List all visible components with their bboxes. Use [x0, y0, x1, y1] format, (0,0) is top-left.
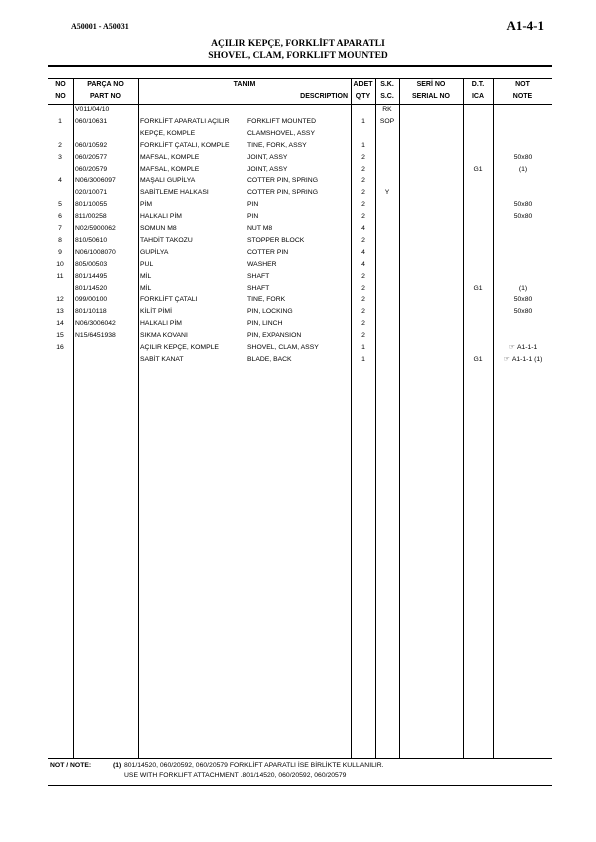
cell-text: JOINT, ASSY	[247, 165, 288, 173]
cell-text: RK	[382, 106, 392, 113]
cell-text: 099/00100	[75, 296, 108, 304]
column-divider	[138, 79, 139, 758]
cell-text: 1	[361, 117, 365, 125]
cell-text: G1	[473, 284, 483, 292]
cell-text: PİM	[140, 201, 153, 209]
cell-note	[494, 213, 552, 221]
cell-text: MAFSAL, KOMPLE	[140, 165, 200, 173]
cell-part	[75, 177, 116, 185]
cell-text: TAHDİT TAKOZU	[140, 236, 193, 244]
cell-text: 12	[56, 296, 64, 304]
cell-text: G1	[473, 165, 483, 173]
cell-text: 4	[361, 225, 365, 232]
cell-text: SOP	[379, 117, 395, 125]
cell-text: 50x80	[513, 296, 533, 304]
cell-qty	[352, 344, 374, 352]
cell-tr	[140, 225, 177, 233]
cell-text: TINE, FORK	[247, 296, 286, 304]
cell-text: 11	[56, 272, 64, 280]
cell-text: FORKLİFT APARATLI AÇILIR	[140, 117, 230, 125]
parts-table	[48, 78, 552, 759]
column-divider	[399, 79, 400, 758]
cell-text: STOPPER BLOCK	[247, 236, 305, 244]
cell-text: 1	[58, 117, 62, 125]
cell-no	[48, 320, 72, 328]
header-divider	[48, 104, 552, 105]
cell-text: PIN	[247, 213, 259, 221]
cell-text: N02/5900062	[75, 225, 116, 232]
cell-en	[247, 225, 272, 233]
cell-note	[494, 308, 552, 316]
cell-tr	[140, 177, 195, 185]
cell-part	[75, 106, 109, 114]
cell-en	[247, 344, 319, 352]
cell-text: 10	[56, 260, 64, 268]
cell-text: 4	[361, 248, 365, 256]
cell-text: 801/14495	[75, 272, 108, 280]
cell-text: A1-1-1	[516, 344, 538, 351]
cell-part	[75, 249, 116, 257]
cell-part	[75, 285, 107, 293]
cell-text: 2	[361, 332, 365, 340]
col-header-part: PARÇA NO	[87, 81, 124, 88]
cell-text: 2	[361, 177, 365, 185]
cell-text: PIN, LINCH	[247, 320, 283, 328]
cell-no	[48, 249, 72, 257]
cell-qty	[352, 320, 374, 328]
note-label: NOT / NOTE:	[50, 762, 92, 769]
cell-part	[75, 273, 107, 281]
cell-en	[247, 118, 316, 126]
cell-text: COTTER PIN, SPRING	[247, 189, 318, 197]
cell-tr	[140, 261, 153, 269]
cell-text: 2	[361, 153, 365, 161]
cell-tr	[140, 308, 172, 316]
cell-tr	[140, 154, 199, 162]
cell-text: 15	[56, 332, 64, 340]
cell-qty	[352, 166, 374, 174]
cell-text: PIN	[247, 201, 259, 209]
cell-text: 060/20579	[75, 165, 108, 173]
cell-text: 2	[361, 320, 365, 328]
cell-en	[247, 296, 285, 304]
cell-text: 2	[361, 165, 365, 173]
cell-qty	[352, 118, 374, 126]
cell-part	[75, 332, 116, 340]
cell-part	[75, 308, 107, 316]
cell-ica	[464, 166, 492, 174]
cell-en	[247, 201, 258, 209]
cell-qty	[352, 225, 374, 233]
note-text-tr: 801/14520, 060/20592, 060/20579 FORKLİFT APARATLI İSE BİRLİKTE KULLANILIR.	[124, 762, 384, 769]
cell-no	[48, 201, 72, 209]
cell-text: N06/1008070	[75, 248, 116, 256]
cell-text: SHAFT	[247, 284, 270, 292]
page-title-en: SHOVEL, CLAM, FORKLIFT MOUNTED	[208, 51, 388, 61]
cell-tr	[140, 189, 209, 197]
cell-text: HALKALI PİM	[140, 213, 182, 221]
column-divider	[375, 79, 376, 758]
cell-text: COTTER PIN, SPRING	[247, 177, 318, 185]
cell-tr	[140, 213, 182, 221]
cell-tr	[140, 166, 199, 174]
cell-en	[247, 189, 318, 197]
cell-en	[247, 154, 287, 162]
cell-text: NUT M8	[247, 225, 273, 232]
cell-text: 50x80	[513, 201, 533, 209]
cell-text: PUL	[140, 260, 154, 268]
cell-part	[75, 154, 107, 162]
cell-sc	[376, 189, 398, 197]
cell-text: 13	[56, 308, 64, 316]
cell-text: 2	[58, 141, 62, 149]
cell-tr	[140, 320, 182, 328]
cell-text: 801/10118	[75, 308, 107, 316]
cell-tr	[140, 130, 195, 138]
col-header-note: NOT	[515, 81, 530, 88]
cell-part	[75, 225, 116, 233]
cell-no	[48, 118, 72, 126]
cell-en	[247, 166, 287, 174]
cell-tr	[140, 344, 219, 352]
cell-qty	[352, 189, 374, 197]
cell-text: PIN, EXPANSION	[247, 332, 302, 340]
cell-text: 2	[361, 296, 365, 304]
cell-note	[494, 154, 552, 162]
cell-tr	[140, 201, 152, 209]
cell-text: 14	[56, 320, 64, 328]
cell-text: 16	[56, 344, 64, 351]
cell-en	[247, 356, 292, 364]
cell-text: N15/6451938	[75, 332, 116, 340]
cell-text: 810/50610	[75, 236, 108, 244]
cell-text: N06/3006042	[75, 320, 116, 328]
cell-part	[75, 201, 107, 209]
cell-qty	[352, 332, 374, 340]
cell-text: CLAMSHOVEL, ASSY	[247, 129, 315, 137]
column-divider	[463, 79, 464, 758]
cell-text: G1	[473, 355, 483, 363]
cell-text: V011/04/10	[75, 106, 110, 113]
cell-text: COTTER PIN	[247, 248, 289, 256]
col-header-qty: ADET	[353, 81, 373, 88]
cell-tr	[140, 249, 168, 257]
cell-text: 2	[361, 213, 365, 221]
cell-text: SHAFT	[247, 272, 270, 280]
page-title-tr: AÇILIR KEPÇE, FORKLİFT APARATLI	[211, 39, 385, 49]
cell-ica	[464, 356, 492, 364]
cell-text: 060/10592	[75, 141, 108, 149]
cell-qty	[352, 296, 374, 304]
cell-no	[48, 213, 72, 221]
cell-no	[48, 344, 72, 352]
col-header-serial: SERİ NO	[416, 81, 446, 88]
cell-text: TINE, FORK, ASSY	[247, 141, 307, 149]
cell-en	[247, 285, 269, 293]
cell-qty	[352, 273, 374, 281]
cell-no	[48, 237, 72, 245]
col-header-sc-en: S.C.	[380, 93, 394, 100]
cell-qty	[352, 177, 374, 185]
cell-text: MAŞALI GUPİLYA	[140, 177, 196, 185]
cell-part	[75, 189, 107, 197]
cell-part	[75, 296, 107, 304]
cell-text: 060/10631	[75, 117, 108, 125]
cell-text: 9	[58, 248, 62, 256]
cell-part	[75, 118, 107, 126]
title-divider	[48, 65, 552, 67]
cell-text: MİL	[140, 272, 152, 280]
cell-text: 1	[361, 355, 365, 363]
col-header-tanim: TANIM	[233, 81, 256, 88]
cell-text: 50x80	[513, 153, 533, 161]
cell-text: SABİTLEME HALKASI	[140, 189, 209, 197]
col-header-ica-en: ICA	[471, 93, 485, 100]
cell-text: SOMUN M8	[140, 225, 177, 232]
cell-text: 2	[361, 284, 365, 292]
cell-text: 801/14520	[75, 284, 108, 292]
cell-qty	[352, 249, 374, 257]
cell-qty	[352, 201, 374, 209]
column-divider	[493, 79, 494, 758]
col-header-note-en: NOTE	[512, 93, 533, 100]
cell-note	[494, 201, 552, 209]
cell-note	[494, 356, 552, 364]
cell-text: SABİT KANAT	[140, 355, 184, 363]
col-header-qty-en: QTY	[355, 93, 371, 100]
cell-part	[75, 142, 107, 150]
cell-text: FORKLİFT ÇATALI, KOMPLE	[140, 141, 230, 149]
cell-note	[494, 344, 552, 352]
cell-en	[247, 332, 301, 340]
cell-text: 805/00503	[75, 260, 108, 268]
cell-tr	[140, 356, 184, 364]
cell-no	[48, 296, 72, 304]
col-header-sc: S.K.	[380, 81, 394, 88]
cell-no	[48, 308, 72, 316]
cell-no	[48, 273, 72, 281]
cell-text: 811/00258	[75, 213, 107, 221]
cell-text: 4	[361, 260, 365, 268]
cell-qty	[352, 142, 374, 150]
cell-text: 1	[361, 141, 365, 149]
cell-text: 1	[361, 344, 365, 351]
cell-text: 50x80	[513, 308, 533, 316]
cell-sc	[376, 118, 398, 126]
cell-text: 801/10055	[75, 201, 108, 209]
cell-text: 2	[361, 189, 365, 197]
cell-text: GUPİLYA	[140, 248, 169, 256]
cell-text: 50x80	[513, 213, 533, 221]
cell-en	[247, 308, 293, 316]
cell-no	[48, 332, 72, 340]
cell-text: MAFSAL, KOMPLE	[140, 153, 200, 161]
cell-en	[247, 237, 304, 245]
cell-text: BLADE, BACK	[247, 355, 292, 363]
cell-no	[48, 261, 72, 269]
cell-tr	[140, 118, 230, 126]
cell-tr	[140, 237, 193, 245]
cell-qty	[352, 154, 374, 162]
cell-text: A1-1-1 (1)	[511, 355, 543, 363]
cell-text: 8	[58, 236, 62, 244]
cell-text: N06/3006097	[75, 177, 116, 185]
cell-text: HALKALI PİM	[140, 320, 182, 328]
cell-note	[494, 285, 552, 293]
note-mark: (1)	[113, 762, 122, 769]
cell-text: Y	[384, 189, 390, 197]
cell-text: 020/10071	[75, 189, 108, 197]
cell-text: 2	[361, 201, 365, 209]
cell-tr	[140, 296, 197, 304]
cell-note	[494, 166, 552, 174]
cell-text: MİL	[140, 284, 152, 292]
cell-part	[75, 261, 107, 269]
cell-en	[247, 320, 283, 328]
cell-text: JOINT, ASSY	[247, 153, 288, 161]
cell-text: FORKLIFT MOUNTED	[247, 117, 316, 125]
cell-text: KEPÇE, KOMPLE	[140, 129, 196, 137]
cell-no	[48, 154, 72, 162]
cell-part	[75, 213, 107, 221]
cell-tr	[140, 285, 151, 293]
cell-sc	[376, 106, 398, 114]
cell-part	[75, 237, 107, 245]
cell-en	[247, 177, 318, 185]
cell-text: AÇILIR KEPÇE, KOMPLE	[140, 344, 219, 351]
pointing-hand-icon: ☞	[508, 344, 515, 351]
cell-qty	[352, 308, 374, 316]
col-header-serial-en: SERIAL NO	[412, 93, 450, 100]
cell-text: 060/20577	[75, 153, 108, 161]
cell-qty	[352, 356, 374, 364]
cell-tr	[140, 142, 230, 150]
cell-part	[75, 166, 107, 174]
cell-ica	[464, 285, 492, 293]
cell-no	[48, 225, 72, 233]
cell-text: FORKLİFT ÇATALI	[140, 296, 198, 304]
cell-note	[494, 296, 552, 304]
cell-qty	[352, 285, 374, 293]
cell-text: PIN, LOCKING	[247, 308, 293, 316]
cell-tr	[140, 332, 188, 340]
cell-text: 2	[361, 272, 365, 280]
cell-part	[75, 320, 116, 328]
cell-text: 6	[58, 213, 62, 221]
pointing-hand-icon: ☞	[503, 355, 510, 363]
cell-text: 5	[58, 201, 62, 209]
cell-text: 7	[58, 225, 62, 232]
col-header-ica: D.T.	[471, 81, 485, 88]
note-text-en: USE WITH FORKLIFT ATTACHMENT .801/14520, 060/20592, 060/20579	[124, 772, 347, 779]
cell-text: SHOVEL, CLAM, ASSY	[247, 344, 319, 351]
cell-text: KİLİT PİMİ	[140, 308, 172, 316]
page-range: A50001 - A50031	[71, 22, 129, 31]
cell-text: WASHER	[247, 260, 277, 268]
cell-en	[247, 213, 258, 221]
cell-text: 2	[361, 236, 365, 244]
col-header-description: DESCRIPTION	[300, 93, 348, 100]
cell-text: 2	[361, 308, 365, 316]
column-divider	[73, 79, 74, 758]
cell-tr	[140, 273, 151, 281]
col-header-no: NO	[55, 81, 66, 88]
page-number: A1-4-1	[506, 18, 544, 33]
cell-no	[48, 177, 72, 185]
cell-no	[48, 142, 72, 150]
cell-text: 3	[58, 153, 62, 161]
cell-text: 4	[58, 177, 62, 185]
cell-text: SIKMA KOVANI	[140, 332, 188, 340]
cell-text: (1)	[518, 284, 528, 292]
cell-qty	[352, 237, 374, 245]
col-header-part-en: PART NO	[90, 93, 121, 100]
cell-en	[247, 273, 269, 281]
footer-divider	[48, 785, 552, 786]
cell-en	[247, 130, 315, 138]
cell-en	[247, 142, 307, 150]
col-header-no-en: NO	[55, 93, 66, 100]
cell-en	[247, 249, 288, 257]
cell-en	[247, 261, 277, 269]
cell-qty	[352, 261, 374, 269]
cell-text: (1)	[518, 165, 528, 173]
cell-qty	[352, 213, 374, 221]
